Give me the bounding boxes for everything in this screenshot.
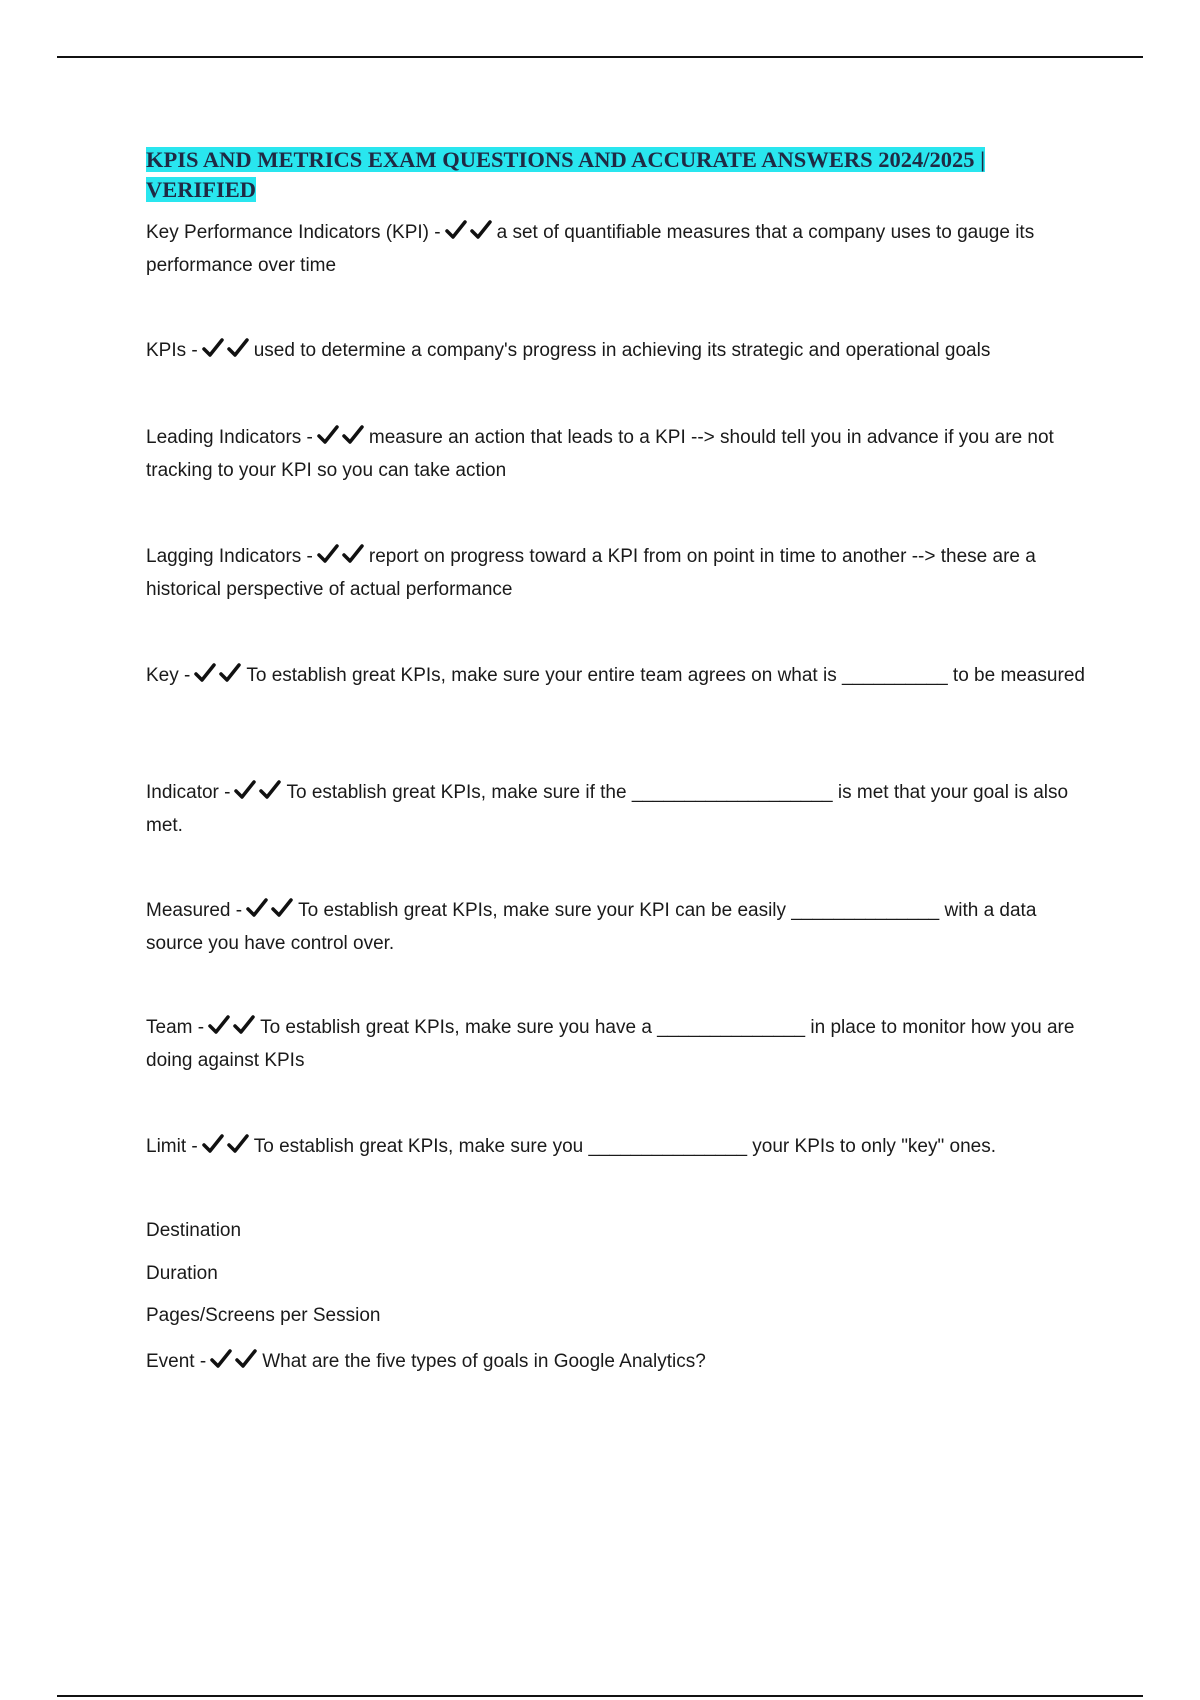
entry-term: Leading Indicators -: [146, 427, 313, 448]
checkmark-icon: [317, 543, 367, 575]
entry-definition: To establish great KPIs, make sure if the ___________________ is met that your goal is also met.: [146, 782, 1069, 836]
entry-definition: To establish great KPIs, make sure you _______________ your KPIs to only "key" ones.: [253, 1136, 997, 1157]
checkmark-icon: [246, 897, 296, 929]
qa-entry: [146, 336, 1096, 369]
entry-term: Measured -: [146, 900, 243, 921]
checkmark-icon: [317, 424, 367, 456]
checkmark-icon: [445, 219, 495, 251]
qa-entry: [146, 778, 1096, 841]
qa-entry: [146, 218, 1096, 281]
entry-definition: To establish great KPIs, make sure you have a ______________ in place to monitor how you are doing against KPIs: [146, 1017, 1075, 1071]
entry-definition: measure an action that leads to a KPI --> should tell you in advance if you are not tracking to your KPI so you can take action: [146, 427, 1054, 481]
bottom-rule: [57, 1695, 1143, 1697]
list-item: Destination: [146, 1220, 242, 1241]
entry-term: Team -: [146, 1017, 205, 1038]
qa-entry: [146, 423, 1096, 486]
entry-definition: What are the five types of goals in Google Analytics?: [262, 1351, 706, 1372]
entry-term: Key -: [146, 665, 191, 686]
qa-entry: [146, 1013, 1096, 1076]
entry-definition: report on progress toward a KPI from on point in time to another --> these are a historical perspective of actual performance: [146, 546, 1036, 600]
document-title: [146, 145, 1086, 205]
entry-definition: used to determine a company's progress in achieving its strategic and operational goals: [253, 340, 991, 361]
entry-definition: To establish great KPIs, make sure your KPI can be easily ______________ with a data source you have control over.: [146, 900, 1037, 954]
entry-term: Lagging Indicators -: [146, 546, 313, 567]
qa-entry: [146, 1132, 1096, 1165]
entry-term: Event -: [146, 1351, 207, 1372]
entry-term: KPIs -: [146, 340, 198, 361]
qa-entry: [146, 896, 1096, 959]
list-item: Duration: [146, 1263, 218, 1284]
entry-definition: a set of quantifiable measures that a company uses to gauge its performance over time: [146, 222, 1035, 276]
entry-term: Indicator -: [146, 782, 231, 803]
qa-entry: [146, 1347, 1096, 1380]
list-item: Pages/Screens per Session: [146, 1305, 381, 1326]
qa-entry: [146, 542, 1096, 605]
entry-definition: To establish great KPIs, make sure your entire team agrees on what is __________ to be measured: [246, 665, 1085, 686]
qa-entry: [146, 661, 1096, 694]
checkmark-icon: [208, 1014, 258, 1046]
entry-term: Limit -: [146, 1136, 198, 1157]
checkmark-icon: [202, 1133, 252, 1165]
checkmark-icon: [234, 779, 284, 811]
checkmark-icon: [210, 1348, 260, 1380]
checkmark-icon: [202, 337, 252, 369]
checkmark-icon: [194, 662, 244, 694]
entry-term: Key Performance Indicators (KPI) -: [146, 222, 441, 243]
top-rule: [57, 56, 1143, 58]
title-highlight: KPIS AND METRICS EXAM QUESTIONS AND ACCURATE ANSWERS 2024/2025 | VERIFIED: [146, 147, 986, 202]
